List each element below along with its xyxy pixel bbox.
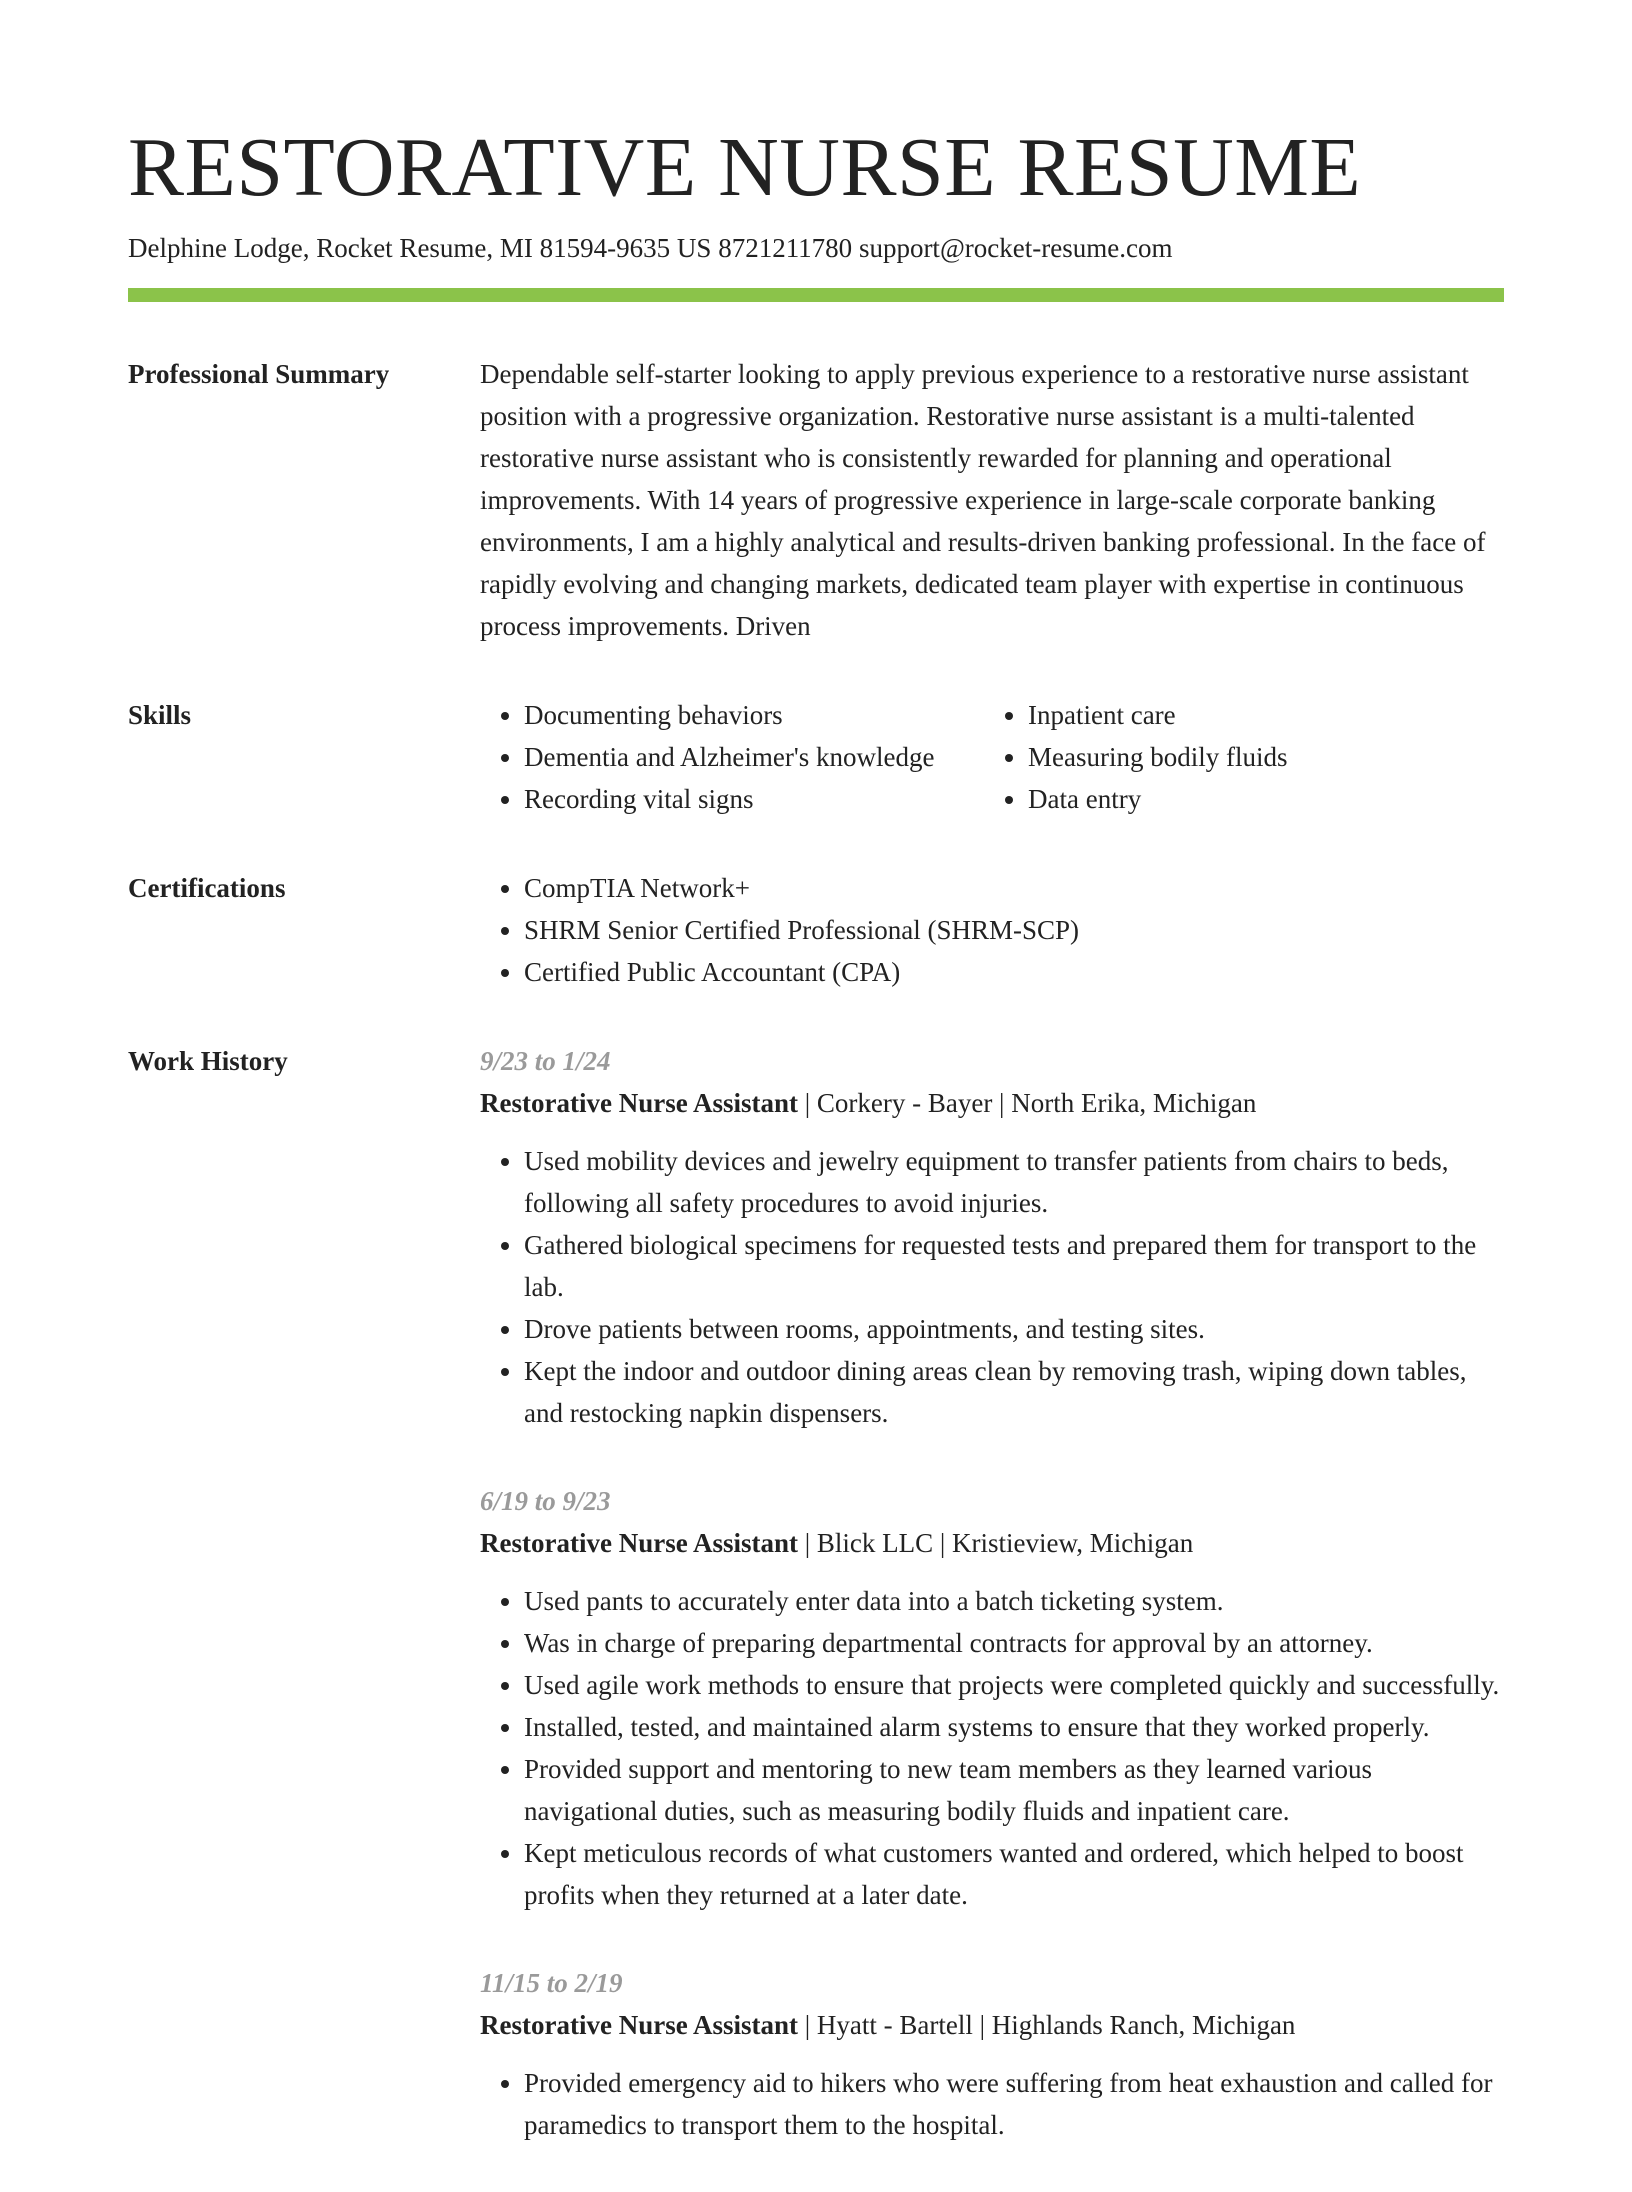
job-title-line	[480, 1082, 1504, 1124]
skill-item: • Data entry	[1028, 778, 1287, 820]
contact-person: Delphine Lodge,	[128, 233, 310, 263]
job-bullets	[480, 2062, 1504, 2146]
job-dates: 9/23 to 1/24	[480, 1046, 611, 1076]
job-entry	[480, 1480, 1504, 1916]
certification-item: • SHRM Senior Certified Professional (SHRM-SCP)	[524, 909, 1504, 951]
skill-item: • Measuring bodily fluids	[1028, 736, 1287, 778]
job-dates: 11/15 to 2/19	[480, 1968, 623, 1998]
job-bullet: • Used mobility devices and jewelry equipment to transfer patients from chairs to beds, following all safety procedures to avoid injuries.	[524, 1140, 1504, 1224]
contact-state-zip: MI 81594-9635	[499, 233, 671, 263]
job-bullet: • Gathered biological specimens for requested tests and prepared them for transport to the lab.	[524, 1224, 1504, 1308]
summary-text: Dependable self-starter looking to apply previous experience to a restorative nurse assistant position with a progressive organization. Restorative nurse assistant is a multi-talented restorative nurse assistant who is consistently rewarded for planning and operational improvements. With 14 years of progressive experience in large-scale corporate banking environments, I am a highly analytical and results-driven banking professional. In the face of rapidly evolving and changing markets, dedicated team player with expertise in continuous process improvements. Driven	[480, 359, 1486, 641]
skills-list-column-2	[984, 694, 1287, 820]
job-bullet: • Provided emergency aid to hikers who were suffering from heat exhaustion and called for paramedics to transport them to the hospital.	[524, 2062, 1504, 2146]
work-history-content	[480, 1040, 1504, 2192]
job-title-line	[480, 1522, 1504, 1564]
resume-title: RESTORATIVE NURSE RESUME	[128, 121, 1362, 214]
job-entry	[480, 1040, 1504, 1434]
skills-label: Skills	[128, 700, 192, 730]
certification-item: • CompTIA Network+	[524, 867, 1504, 909]
resume-page	[128, 118, 1504, 2192]
job-bullet: • Drove patients between rooms, appointments, and testing sites.	[524, 1308, 1504, 1350]
job-title: Restorative Nurse Assistant	[480, 1528, 798, 1558]
summary-content	[480, 353, 1504, 647]
job-title: Restorative Nurse Assistant	[480, 1088, 798, 1118]
job-entry	[480, 1962, 1504, 2146]
job-bullet: • Used agile work methods to ensure that projects were completed quickly and successfully.	[524, 1664, 1504, 1706]
certifications-list	[480, 867, 1504, 993]
skill-item: • Documenting behaviors	[524, 694, 984, 736]
job-bullet: • Was in charge of preparing departmental contracts for approval by an attorney.	[524, 1622, 1504, 1664]
contact-phone: 8721211780	[718, 233, 853, 263]
work-history-section	[128, 1040, 1504, 2192]
job-bullets	[480, 1580, 1504, 1916]
contact-company: Rocket Resume,	[316, 233, 494, 263]
contact-email: support@rocket-resume.com	[858, 233, 1173, 263]
job-details: | Hyatt - Bartell | Highlands Ranch, Michigan	[797, 2010, 1296, 2040]
header-divider	[128, 288, 1504, 302]
work-history-label: Work History	[128, 1046, 288, 1076]
skill-item: • Dementia and Alzheimer's knowledge	[524, 736, 984, 778]
job-title: Restorative Nurse Assistant	[480, 2010, 798, 2040]
job-bullet: • Provided support and mentoring to new team members as they learned various navigational duties, such as measuring bodily fluids and inpatient care.	[524, 1748, 1504, 1832]
skill-item: • Inpatient care	[1028, 694, 1287, 736]
certifications-content	[480, 867, 1504, 993]
skills-list-column-1	[480, 694, 984, 820]
skills-content	[480, 694, 1504, 820]
skills-section	[128, 694, 1504, 820]
job-bullet: • Kept the indoor and outdoor dining areas clean by removing trash, wiping down tables, and restocking napkin dispensers.	[524, 1350, 1504, 1434]
job-bullets	[480, 1140, 1504, 1434]
job-bullet: • Kept meticulous records of what customers wanted and ordered, which helped to boost profits when they returned at a later date.	[524, 1832, 1504, 1916]
contact-country: US	[676, 233, 712, 263]
skill-item: • Recording vital signs	[524, 778, 984, 820]
contact-line	[128, 230, 1504, 266]
job-bullet: • Installed, tested, and maintained alarm systems to ensure that they worked properly.	[524, 1706, 1504, 1748]
summary-label: Professional Summary	[128, 359, 390, 389]
certifications-section	[128, 867, 1504, 993]
certification-item: • Certified Public Accountant (CPA)	[524, 951, 1504, 993]
job-details: | Corkery - Bayer | North Erika, Michigan	[797, 1088, 1257, 1118]
job-details: | Blick LLC | Kristieview, Michigan	[797, 1528, 1194, 1558]
certifications-label: Certifications	[128, 873, 286, 903]
job-bullet: • Used pants to accurately enter data into a batch ticketing system.	[524, 1580, 1504, 1622]
job-title-line	[480, 2004, 1504, 2046]
summary-section	[128, 353, 1504, 647]
job-dates: 6/19 to 9/23	[480, 1486, 611, 1516]
